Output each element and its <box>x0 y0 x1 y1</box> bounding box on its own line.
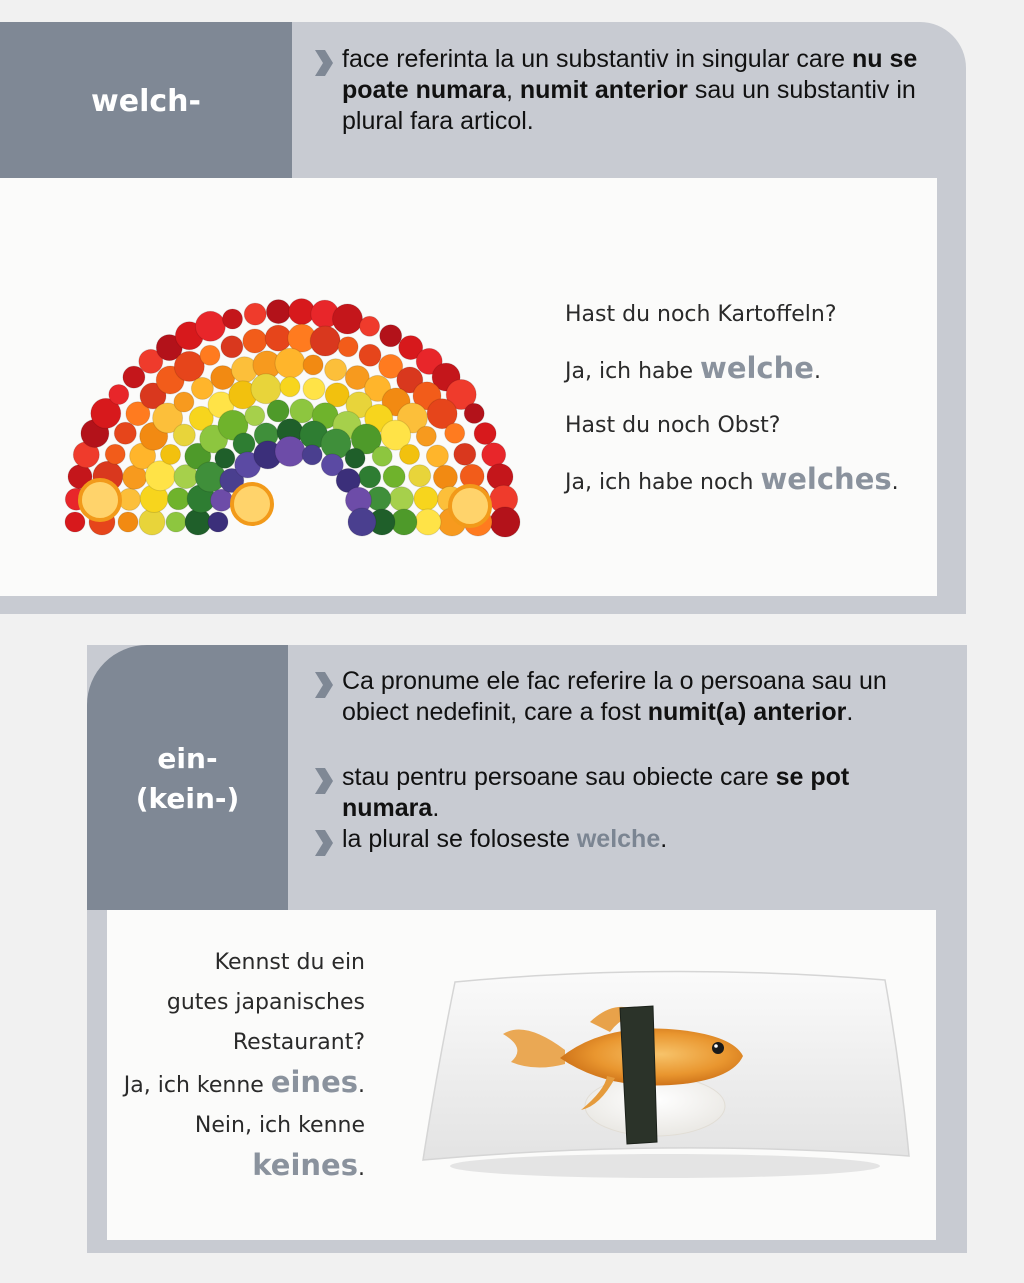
produce-item <box>275 348 305 378</box>
produce-item <box>139 509 165 535</box>
produce-item <box>338 337 358 357</box>
produce-item <box>454 443 476 465</box>
produce-item <box>348 508 376 536</box>
rule-text-part: numit(a) anterior <box>647 698 847 726</box>
example-text-part: Ja, ich kenne <box>123 1073 271 1098</box>
produce-item <box>433 465 457 489</box>
produce-item <box>310 326 340 356</box>
chevron-right-icon <box>308 824 342 855</box>
produce-item <box>490 507 520 537</box>
orange-slice <box>450 486 490 526</box>
produce-item <box>445 423 465 443</box>
rule-text-part: la plural se foloseste <box>342 825 577 853</box>
chevron-right-icon <box>308 44 342 75</box>
example-sentence <box>565 409 925 442</box>
example-text-part: . <box>813 359 821 384</box>
produce-item <box>114 422 136 444</box>
rule-item <box>308 762 948 824</box>
fish-eye <box>712 1042 724 1054</box>
produce-item <box>243 329 267 353</box>
welch-label-box <box>0 22 292 178</box>
produce-item <box>303 378 325 400</box>
rule-text-part: , <box>505 76 520 104</box>
example-text-part: Kennst du ein <box>214 950 365 975</box>
produce-item <box>390 487 414 511</box>
plate-shadow <box>450 1154 880 1178</box>
ein-examples <box>107 946 365 1192</box>
chevron-right-icon <box>308 666 342 697</box>
produce-item <box>360 316 380 336</box>
rule-text-part: sau un substantiv in plural fara articol. <box>342 76 916 135</box>
example-sentence <box>565 463 925 499</box>
fruit-vegetable-rainbow-image <box>40 250 540 540</box>
produce-item <box>195 311 225 341</box>
produce-item <box>223 309 243 329</box>
rule-text <box>342 824 667 855</box>
example-text-part: Hast du noch Kartoffeln? <box>565 302 837 327</box>
example-sentence <box>565 352 925 388</box>
produce-item <box>251 374 281 404</box>
produce-item <box>380 325 402 347</box>
produce-item <box>185 509 211 535</box>
produce-item <box>173 424 195 446</box>
example-text-part: keines <box>252 1148 358 1182</box>
rule-text-part: Ca pronume ele fac referire la o persoana sau un obiect nedefinit, care a fost <box>342 667 887 726</box>
chevron-right-icon <box>308 762 342 793</box>
orange-slice <box>80 480 120 520</box>
welch-examples <box>565 298 925 520</box>
produce-item <box>359 344 381 366</box>
rule-text <box>342 666 948 728</box>
produce-item <box>400 444 420 464</box>
produce-item <box>414 487 438 511</box>
example-text-part: Ja, ich habe <box>565 359 701 384</box>
example-text-part: Hast du noch Obst? <box>565 413 781 438</box>
ein-label: ein- (kein-) <box>135 742 240 815</box>
example-text-part: welche <box>700 351 814 385</box>
nori-strip <box>620 1006 657 1144</box>
rule-text-part: numit anterior <box>519 76 688 104</box>
rule-text-part: . <box>660 825 668 853</box>
produce-item <box>245 406 265 426</box>
welch-rules <box>308 44 928 137</box>
example-text-part: welches <box>760 462 892 496</box>
produce-item <box>383 466 405 488</box>
ein-rules <box>308 666 948 855</box>
produce-item <box>65 512 85 532</box>
produce-item <box>303 355 323 375</box>
produce-item <box>145 461 175 491</box>
example-sentence <box>107 946 365 979</box>
example-text-part: . <box>891 470 899 495</box>
rule-text-part: stau pentru persoane sau obiecte care <box>342 763 776 791</box>
produce-item <box>118 512 138 532</box>
produce-item <box>267 400 289 422</box>
rule-text-part: welche <box>576 825 661 853</box>
rule-text-part: face referinta la un substantiv in singular care <box>342 45 852 73</box>
produce-item <box>266 300 290 324</box>
produce-item <box>345 448 365 468</box>
example-text-part: eines <box>270 1065 358 1099</box>
rule-item <box>308 824 948 855</box>
produce-item <box>200 345 220 365</box>
produce-item <box>359 466 381 488</box>
example-sentence <box>107 1026 365 1059</box>
example-text-part: . <box>358 1156 365 1181</box>
produce-item <box>244 303 266 325</box>
rule-text-part: se pot numara <box>342 763 850 822</box>
rule-text <box>342 762 948 824</box>
ein-label-box <box>87 645 288 910</box>
produce-item <box>168 488 190 510</box>
produce-item <box>221 336 243 358</box>
produce-item <box>372 446 392 466</box>
orange-slice <box>232 484 272 524</box>
rule-text-part: nu se poate numara <box>342 45 918 104</box>
produce-item <box>474 423 496 445</box>
produce-item <box>275 436 305 466</box>
produce-item <box>233 433 255 455</box>
example-sentence <box>107 1066 365 1102</box>
example-text-part: Nein, ich kenne <box>194 1113 365 1138</box>
rule-text-part: . <box>432 794 440 822</box>
example-sentence <box>565 298 925 331</box>
welch-label: welch- <box>91 84 201 119</box>
produce-item <box>166 512 186 532</box>
produce-item <box>415 509 441 535</box>
example-sentence <box>107 986 365 1019</box>
produce-item <box>109 385 129 405</box>
goldfish-sushi-image <box>415 960 920 1185</box>
produce-item <box>325 359 347 381</box>
produce-item <box>482 443 506 467</box>
produce-item <box>105 444 125 464</box>
produce-item <box>208 512 228 532</box>
example-text-part: Restaurant? <box>232 1030 365 1055</box>
produce-item <box>333 304 363 334</box>
rule-text <box>342 44 928 137</box>
produce-item <box>191 377 213 399</box>
example-sentence <box>107 1109 365 1142</box>
rule-item <box>308 44 928 137</box>
example-sentence <box>107 1149 365 1185</box>
example-text-part: gutes japanisches <box>166 990 365 1015</box>
rule-item <box>308 666 948 728</box>
produce-item <box>302 445 322 465</box>
produce-item <box>174 392 194 412</box>
produce-item <box>409 465 431 487</box>
rule-text-part: . <box>846 698 854 726</box>
produce-item <box>280 377 300 397</box>
example-text-part: . <box>358 1073 365 1098</box>
produce-item <box>416 426 436 446</box>
produce-item <box>215 448 235 468</box>
produce-item <box>426 445 448 467</box>
produce-item <box>464 403 484 423</box>
produce-item <box>161 444 181 464</box>
example-text-part: Ja, ich habe noch <box>565 470 761 495</box>
